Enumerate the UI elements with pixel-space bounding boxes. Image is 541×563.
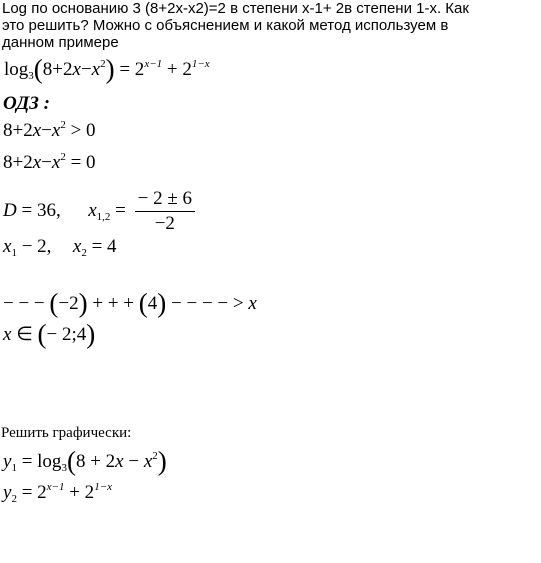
arg-part: 8+2 [42,59,73,80]
interval-x: x [3,324,12,345]
signs-mid: + + + [87,293,139,314]
quadratic-equation [3,152,96,174]
ineq-exp: 2 [60,119,66,131]
signs-paren1-open: ( [49,288,59,318]
y2-sub: 2 [11,493,17,505]
eqz-x: x [32,152,42,173]
y1-minus: − [123,451,144,472]
root1-sub: 1 [11,247,17,259]
signs-paren1-close: ) [78,288,88,318]
fraction-numerator: − 2 ± 6 [135,188,195,212]
function-y2 [3,482,112,504]
exponent-x-minus-1: x−1 [144,58,163,70]
odz-label: ОДЗ : [3,93,50,114]
y1-exp: 2 [152,450,158,462]
main-equation [4,54,210,84]
log-symbol: log [4,59,29,80]
eqz-a: 8+2 [3,152,33,173]
roots-eq: = [110,199,131,221]
signs-point2: 4 [147,293,158,314]
open-paren: ( [33,54,43,84]
root1-val: − 2, [16,236,52,257]
roots-line [3,236,117,258]
ineq-minus: − [41,120,52,141]
signs-point1: −2 [58,293,79,314]
y1-x2: x [143,451,153,472]
function-y1 [3,446,167,476]
eqz-exp: 2 [60,151,66,163]
interval-open: ( [37,319,47,349]
y1-a: 8 + 2 [75,451,116,472]
equals-two: = 2 [119,59,145,80]
exponent-2: 2 [100,58,106,70]
signs-x: x [248,293,257,314]
roots-fraction [135,188,195,235]
roots-x: x [88,199,97,221]
signs-left: − − − [3,293,50,314]
ineq-a: 8+2 [3,120,33,141]
disc-D: D [3,199,17,221]
plus-two: + 2 [166,59,192,80]
y2-plus-two: + 2 [64,482,95,503]
solve-graphically-label: Решить графически: [1,425,132,441]
root2-sub: 2 [81,247,87,259]
question-text: Log по основанию 3 (8+2x-x2)=2 в степени x-1+ 2в степени 1-x. Как это решить? Можно с объяснением и какой метод используем в данном примере [2,0,469,51]
root2-x: x [72,236,82,257]
ineq-gt-zero: > 0 [65,120,96,141]
close-paren: ) [105,54,115,84]
interval-in: ∈ [11,324,38,345]
roots-sub: 1,2 [96,210,111,223]
sign-chart [3,288,257,318]
var-x: x [72,59,81,80]
var-x-squared: x [91,59,101,80]
y1-sub: 1 [11,462,17,474]
fraction-denominator: −2 [154,213,175,234]
y1-eq-log: = log [16,451,62,472]
y2-y: y [3,482,12,503]
y1-close: ) [157,446,167,476]
eqz-x2: x [51,152,61,173]
y1-x: x [115,451,124,472]
eqz-minus: − [41,152,52,173]
eqz-eq-zero: = 0 [65,152,96,173]
y2-eq-two: = 2 [16,482,47,503]
exponent-1-minus-x: 1−x [191,58,210,70]
interval-value: − 2;4 [46,324,87,345]
signs-paren2-open: ( [138,288,148,318]
log-base: 3 [28,70,34,82]
interval-close: ) [86,319,96,349]
root1-x: x [3,236,12,257]
arg-minus: − [80,59,92,80]
ineq-x2: x [51,120,61,141]
root2-val: = 4 [86,236,117,257]
interval-line [3,319,96,349]
signs-right: − − − − > [166,293,249,314]
y1-open: ( [66,446,76,476]
domain-inequality [3,120,96,142]
discriminant-line [3,188,195,235]
y1-base: 3 [61,462,67,474]
ineq-x: x [32,120,42,141]
y2-exp-a: x−1 [46,481,65,493]
y1-y: y [3,451,12,472]
y2-exp-b: 1−x [94,481,112,493]
disc-value: = 36, [16,199,61,221]
signs-paren2-close: ) [157,288,167,318]
